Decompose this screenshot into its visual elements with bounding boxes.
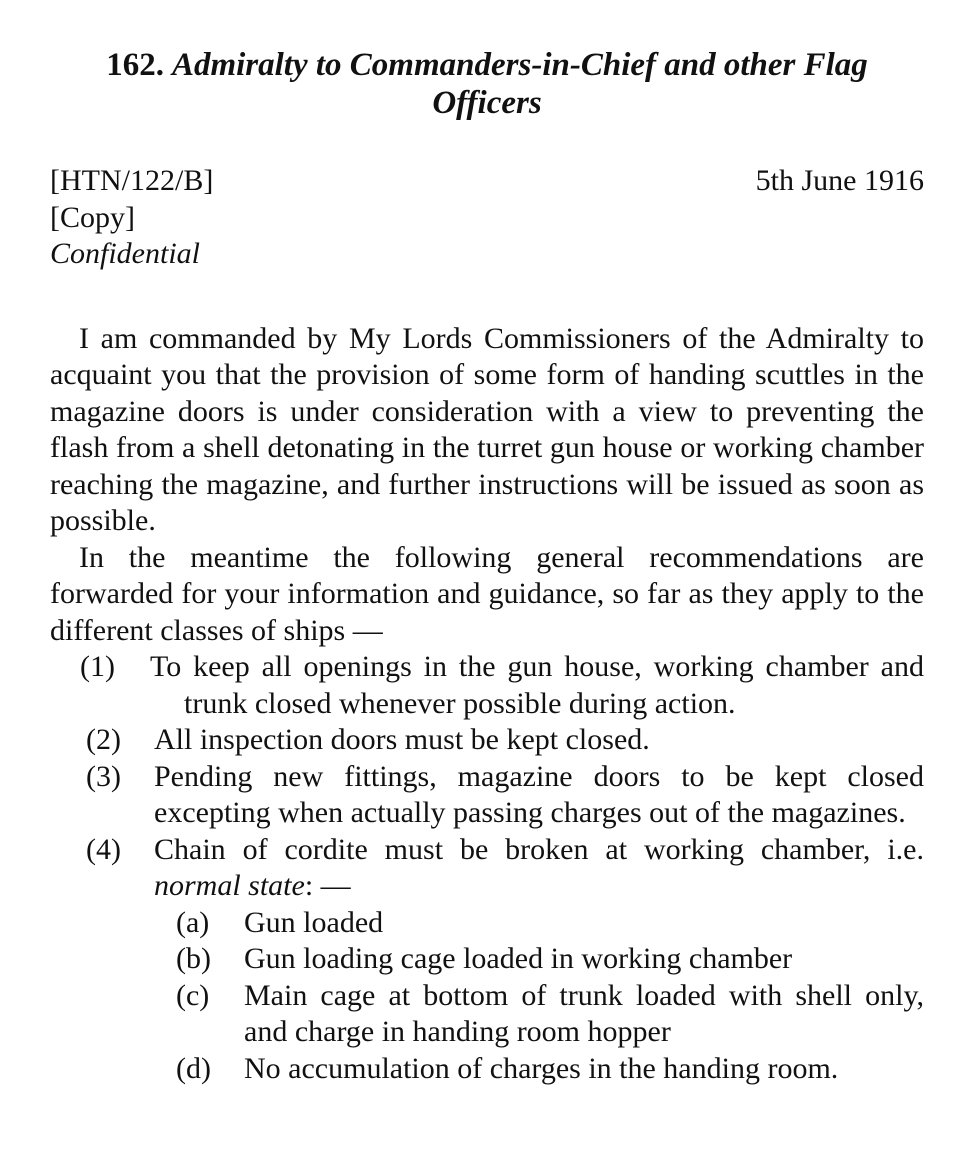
- normal-state-letter: (b): [176, 942, 211, 975]
- paragraph-recommendations-intro: In the meantime the following general recommendations are forwarded for your information and guidance, so far as they apply to the different classes of ships —: [50, 540, 924, 647]
- normal-state-item: [50, 978, 924, 1051]
- normal-state-letter: (a): [176, 905, 210, 939]
- recommendation-text: All inspection doors must be kept closed.: [154, 723, 650, 756]
- recommendation-number: (2): [86, 723, 121, 756]
- reference-code: [HTN/122/B]: [50, 164, 214, 197]
- paragraph-opening: I am commanded by My Lords Commissioners of the Admiralty to acquaint you that the provision of some form of handing scuttles in the magazine doors is under consideration with a view to preventing the flash from a shell detonating in the turret gun house or working chamber reaching the magazine, and further instructions will be issued as soon as possible.: [50, 321, 924, 537]
- recommendation-item: [50, 722, 924, 759]
- normal-state-text: Main cage at bottom of trunk loaded with shell only, and charge in handing room hopper: [244, 978, 924, 1048]
- copy-note: [Copy]: [50, 200, 135, 234]
- normal-state-item: [50, 941, 924, 978]
- document-body: [50, 321, 924, 1088]
- normal-state-item: [50, 1051, 924, 1088]
- recommendation-text: Chain of cordite must be broken at working chamber, i.e.: [154, 832, 924, 866]
- document-number: 162.: [106, 47, 164, 83]
- document-title: [50, 46, 924, 122]
- document-heading: Admiralty to Commanders-in-Chief and other Flag Officers: [171, 47, 868, 121]
- classification-label: Confidential: [50, 237, 200, 270]
- document-metadata: [50, 163, 924, 273]
- document-page: [50, 46, 924, 1087]
- normal-state-text: Gun loaded: [244, 905, 384, 939]
- document-date: 5th June 1916: [755, 164, 924, 197]
- normal-state-letter: (d): [176, 1051, 211, 1085]
- recommendation-number: (4): [86, 832, 121, 866]
- recommendation-number: (3): [86, 759, 121, 793]
- normal-state-text: Gun loading cage loaded in working chamber: [244, 942, 793, 975]
- normal-state-text: No accumulation of charges in the handing room.: [244, 1051, 839, 1085]
- recommendation-item: [50, 832, 924, 905]
- recommendation-item: [50, 759, 924, 832]
- normal-state-list: [50, 905, 924, 1088]
- recommendation-emphasis: normal state: [154, 869, 305, 902]
- recommendations-list: [50, 649, 924, 905]
- recommendation-item: [50, 649, 924, 722]
- normal-state-letter: (c): [176, 978, 210, 1012]
- recommendation-text: Pending new fittings, magazine doors to be kept closed excepting when actually passing charges out of the magazines.: [154, 759, 924, 829]
- recommendation-text: To keep all openings in the gun house, working chamber and trunk closed whenever possible during action.: [150, 650, 924, 720]
- normal-state-item: [50, 905, 924, 942]
- recommendation-number: (1): [80, 650, 115, 683]
- recommendation-emphasis-suffix: : —: [304, 869, 351, 902]
